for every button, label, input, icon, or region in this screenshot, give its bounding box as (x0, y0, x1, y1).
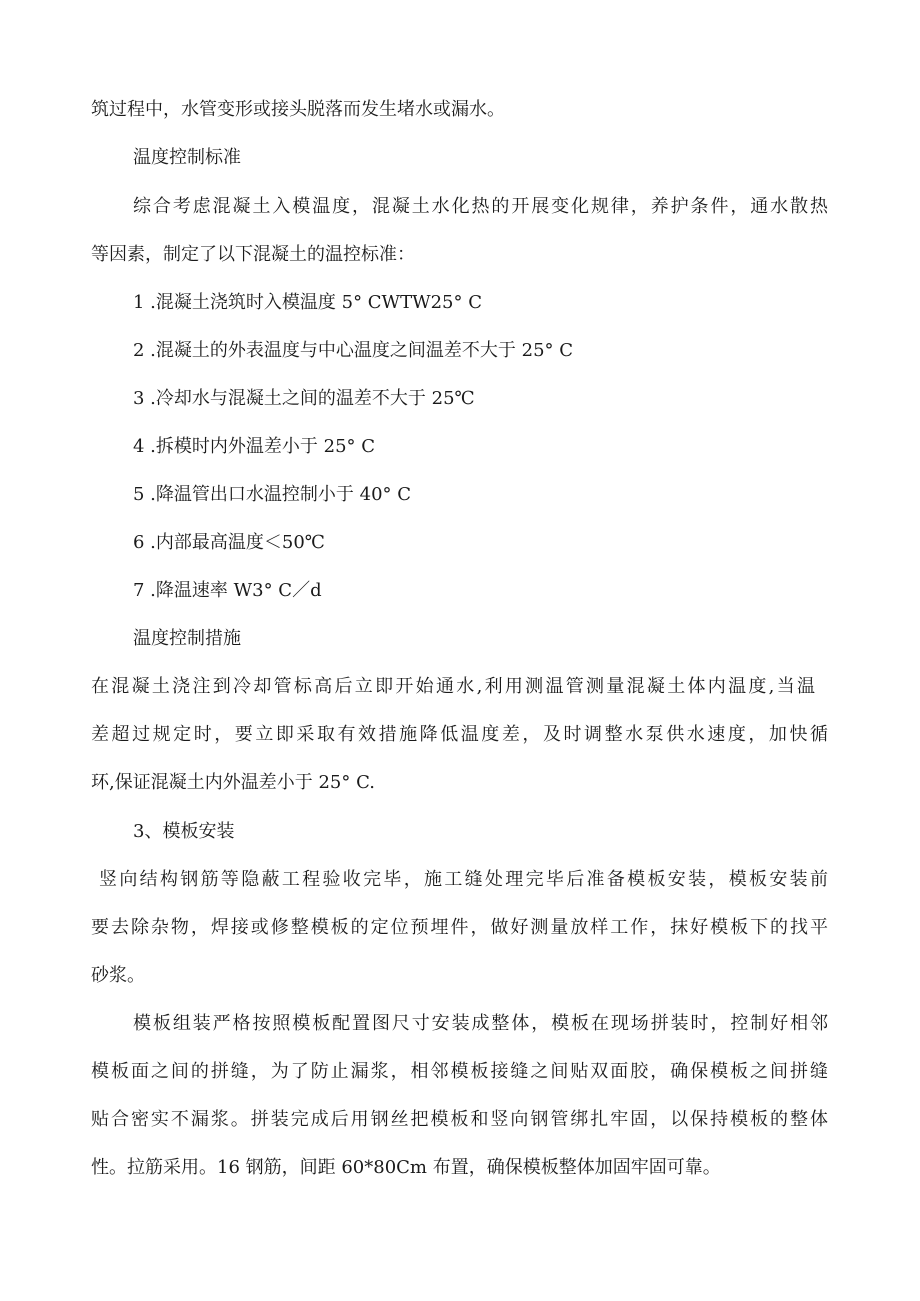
paragraph-line: 等因素，制定了以下混凝土的温控标准： (91, 244, 415, 265)
paragraph-line: 要去除杂物，焊接或修整模板的定位预埋件，做好测量放样工作，抹好模板下的找平 (91, 917, 828, 938)
paragraph-line: 环,保证混凝土内外温差小于 25° C. (91, 772, 375, 793)
paragraph-line: 在混凝土浇注到冷却管标高后立即开始通水,利用测温管测量混凝土体内温度,当温 (91, 676, 815, 697)
section-heading: 3、模板安装 (133, 821, 235, 842)
list-item: 3 .冷却水与混凝土之间的温差不大于 25℃ (133, 388, 475, 409)
paragraph-line: 模板面之间的拼缝，为了防止漏浆，相邻模板接缝之间贴双面胶，确保模板之间拼缝 (91, 1061, 828, 1082)
list-item: 5 .降温管出口水温控制小于 40° C (133, 484, 412, 505)
paragraph-line: 筑过程中，水管变形或接头脱落而发生堵水或漏水。 (91, 99, 505, 120)
paragraph-line: 综合考虑混凝土入模温度，混凝土水化热的开展变化规律，养护条件，通水散热 (133, 196, 828, 217)
paragraph-line: 模板组装严格按照模板配置图尺寸安装成整体，模板在现场拼装时，控制好相邻 (133, 1013, 828, 1034)
paragraph-line: 竖向结构钢筋等隐蔽工程验收完毕，施工缝处理完毕后准备模板安装，模板安装前 (91, 869, 828, 890)
section-heading: 温度控制措施 (133, 628, 241, 649)
list-item: 6 .内部最高温度＜50℃ (133, 532, 325, 553)
paragraph-line: 性。拉筋采用。16 钢筋，间距 60*80Cm 布置，确保模板整体加固牢固可靠。 (91, 1157, 721, 1178)
list-item: 2 .混凝土的外表温度与中心温度之间温差不大于 25° C (133, 340, 574, 361)
list-item: 4 .拆模时内外温差小于 25° C (133, 436, 376, 457)
list-item: 7 .降温速率 W3° C／d (133, 580, 322, 601)
list-item: 1 .混凝土浇筑时入模温度 5° CWTW25° C (133, 292, 482, 313)
section-heading: 温度控制标准 (133, 147, 241, 168)
paragraph-line: 贴合密实不漏浆。拼装完成后用钢丝把模板和竖向钢管绑扎牢固，以保持模板的整体 (91, 1109, 828, 1130)
paragraph-line: 砂浆。 (91, 965, 145, 986)
paragraph-line: 差超过规定时，要立即采取有效措施降低温度差，及时调整水泵供水速度，加快循 (91, 724, 828, 745)
